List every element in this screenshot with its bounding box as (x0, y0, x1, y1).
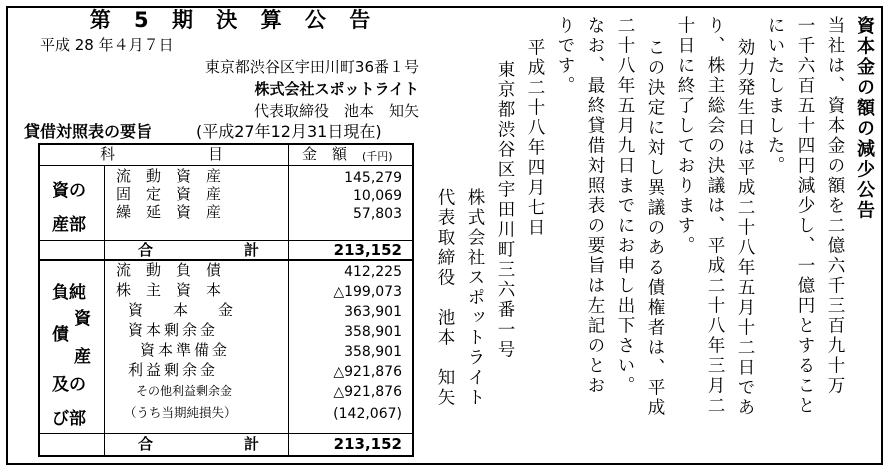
assets-section-label-top: 資の (52, 181, 86, 201)
announcement-date: 平成 28 年４月７日 (40, 36, 174, 54)
liabilities-section-label: び部 (52, 409, 86, 429)
notice-body-line: なお、最終貸借対照表の要旨は左記のとお (585, 16, 605, 396)
assets-total-label-right: 計 (244, 241, 260, 259)
notice-body-line: にいたしました。 (765, 16, 785, 176)
header-amount: 金 額 (302, 145, 348, 163)
asset-row-value: 10,069 (353, 188, 402, 204)
liability-row-value: △199,073 (333, 284, 402, 300)
liability-row-value: △921,876 (333, 364, 402, 380)
asset-row-value: 57,803 (353, 206, 402, 222)
header-divider (40, 165, 412, 166)
liability-row-label: 資本準備金 (140, 341, 231, 359)
liabilities-section-label: 債 (52, 325, 69, 345)
announcement-address: 東京都渋谷区宇田川町36番１号 (204, 58, 419, 76)
liability-row-value: 358,901 (344, 344, 402, 360)
header-item-right: 目 (208, 145, 224, 163)
notice-date: 平成二十八年四月七日 (525, 38, 545, 238)
liabilities-section-label: 産 (74, 347, 91, 367)
announcement-company: 株式会社スポットライト (254, 80, 419, 98)
assets-section-label-bottom: 産部 (52, 215, 86, 235)
notice-body-line: 当社は、資本金の額を二億六千三百九十万 (825, 16, 845, 396)
liabilities-section-label: 負純 (52, 283, 86, 303)
liability-row-value: 363,901 (344, 304, 402, 320)
liabilities-section-label: 及の (52, 375, 86, 395)
notice-company: 株式会社スポットライト (465, 188, 485, 408)
liability-row-label: 流 動 負 債 (116, 261, 222, 279)
balance-sheet-as-of: (平成27年12月31日現在) (196, 122, 382, 141)
asset-row-value: 145,279 (344, 170, 402, 186)
liability-row-value: 412,225 (344, 264, 402, 280)
liability-row-value: (142,067) (333, 406, 402, 422)
notice-address: 東京都渋谷区宇田川町三六番一号 (495, 60, 515, 360)
announcement-representative: 代表取締役 池本 知矢 (253, 102, 419, 120)
notice-body-line: この決定に対し異議のある債権者は、平成 (645, 38, 665, 418)
liability-row-label: 株 主 資 本 (116, 281, 222, 299)
liabilities-section-label: 資 (74, 309, 91, 329)
notice-body-line: り、株主総会の決議は、平成二十八年三月二 (705, 16, 725, 416)
notice-body-line: 十日に終了しております。 (675, 16, 695, 256)
header-item-left: 科 (100, 145, 116, 163)
liability-row-value: 358,901 (344, 324, 402, 340)
notice-body-line: 効力発生日は平成二十八年五月十二日であ (735, 38, 755, 418)
assets-section-divider (40, 259, 412, 261)
liabilities-total-divider (40, 433, 412, 434)
liability-row-label: 資 本 金 (128, 301, 234, 319)
header-unit: (千円) (362, 150, 393, 163)
notice-representative: 代表取締役 池本 知矢 (435, 188, 455, 408)
notice-body-line: 二十八年五月九日までにお申し出下さい。 (615, 16, 635, 396)
liability-row-value: △921,876 (333, 384, 402, 400)
liability-row-label: （うち当期純損失） (124, 405, 237, 420)
assets-total-label-left: 合 (138, 241, 154, 259)
balance-sheet-table (38, 143, 414, 457)
asset-row-label: 流 動 資 産 (116, 167, 222, 185)
liabilities-total-value: 213,152 (333, 435, 402, 453)
liabilities-total-label-right: 計 (244, 435, 260, 453)
liability-row-label: その他利益剰余金 (136, 384, 233, 398)
liabilities-total-label-left: 合 (138, 435, 154, 453)
balance-sheet-title: 貸借対照表の要旨 (24, 122, 153, 141)
notice-title: 資本金の額の減少公告 (854, 16, 875, 221)
asset-row-label: 繰 延 資 産 (116, 203, 222, 221)
notice-body-line: りです。 (555, 16, 575, 96)
assets-total-value: 213,152 (333, 241, 402, 259)
asset-row-label: 固 定 資 産 (116, 185, 222, 203)
liability-row-label: 資本剰余金 (128, 321, 219, 339)
section-column-divider (104, 165, 105, 455)
announcement-title: 第 5 期 決 算 公 告 (89, 8, 379, 32)
liability-row-label: 利益剰余金 (128, 361, 219, 379)
amount-column-divider (288, 145, 289, 455)
notice-body-line: 一千六百五十四円減少し、一億円とすること (795, 16, 815, 416)
